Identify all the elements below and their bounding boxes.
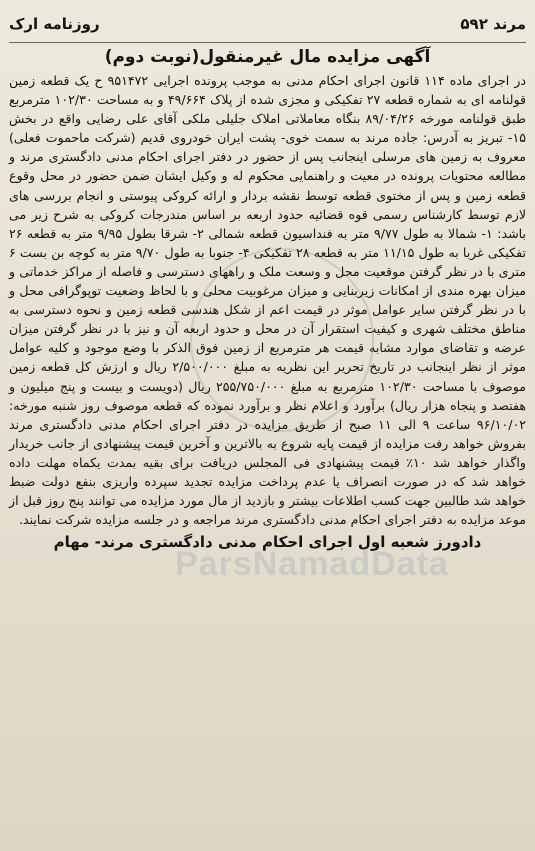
newspaper-name: روزنامه ارک [9,15,100,33]
clipping-header [9,6,526,43]
notice-signature: دادورز شعبه اول اجرای احکام مدنی دادگستری مرند- مهام [53,533,482,552]
watermark-logo: ParsNamadData [175,545,449,583]
notice-body: در اجرای ماده ۱۱۴ قانون اجرای احکام مدنی به موجب پرونده اجرایی ۹۵۱۴۷۲ ح یک قطعه زمین قولنامه ای به شماره قطعه ۲۷ تفکیکی و مجزی شده از پلاک ۴۹/۶۶۴ و به مساحت ۱۰۲/۳۰ مترمربع طبق قولنامه مورخه ۸۹/۰۴/۲۶ بنگاه معاملاتی املاک جلیلی ملکی آقای علی رضایی واقع در بخش ۱۵- تبریز به آدرس: جاده مرند به سمت خوی- پشت ایران خودروی قدیم (شرکت ماحموت فعلی) معروف به زمین های مرسلی اینجانب پس از حضور در دفتر اجرای احکام مدنی دادگستری مرند و مطالعه محتویات پرونده در معیت و راهنمایی محکوم له و وکیل ایشان ضمن حضور در محل وقوع قطعه زمین و پس از مختوی قطعه توسط نقشه بردار و ارائه کروکی پیوستی و انجام بررسی های لازم توسط کارشناس رسمی قوه قضائیه حدود اربعه بر اساس مندرجات کروکی به شرح زیر می باشد: ۱- شمالا به طول ۹/۷۷ متر به فنداسیون قطعه شمالی ۲- شرقا بطول ۹/۹۵ متر به قطعه ۲۶ تفکیکی غربا به طول ۱۱/۱۵ متر به قطعه ۲۸ تفکیکی ۴- جنوبا به طول ۹/۷۰ متر به کوچه بن بست ۶ متری با در نظر گرفتن موقعیت محل و وسعت ملک و راههای دسترسی و فاصله از مراکز خدماتی و میزان بهره مندی از امکانات زیربنایی و میزان مرغوبیت محلی و با لحاظ وضعیت توپوگرافی محل و با در نظر گرفتن سایر عوامل موثر در قیمت اعم از شکل هندسی قطعه زمین و نحوه دسترسی به مناطق مختلف شهری و کیفیت استقرار آن در محل و حدود اربعه آن و نیز با در نظر گرفتن میزان عرضه و تقاضای موارد مشابه قیمت هر مترمربع از زمین فوق الذکر با وضع موجود و کلیه عوامل موثر از نظر اینجانب در تاریخ تحریر این نظریه به مبلغ ۲/۵۰۰/۰۰۰ ریال و ارزش کل قطعه زمین موصوف با مساحت ۱۰۲/۳۰ مترمربع به مبلغ ۲۵۵/۷۵۰/۰۰۰ ریال (دویست و بیست و پنج میلیون و هفتصد و پنجاه هزار ریال) برآورد و اعلام نظر و برآورد نموده که قطعه موصوف روز شنبه مورخه: ۹۶/۱۰/۰۲ ساعت ۹ الی ۱۱ صبح از طریق مزایده در دفتر اجرای احکام مدنی دادگستری مرند بفروش خواهد رفت مزایده از قیمت پایه شروع به بالاترین و آخرین قیمت پیشنهادی از جانب خریدار واگذار خواهد شد ۱۰٪ قیمت پیشنهادی فی المجلس دریافت برای بقیه بمدت یکماه مهلت داده خواهد شد که در صورت انصراف یا عدم پرداخت مزایده تجدید سپرده واریزی بنفع دولت ضبط خواهد شد طالبین جهت کسب اطلاعات بیشتر و بازدید از مال مورد مزایده می توانند پنج روز قبل از موعد مزایده به دفتر اجرای احکام مدنی دادگستری مرند مراجعه و در جلسه مزایده شرکت نمایند. [9,73,527,528]
notice-title: آگهی مزایده مال غیرمنقول(نوبت دوم) [104,47,431,67]
issue-number: مرند ۵۹۲ [460,15,526,33]
